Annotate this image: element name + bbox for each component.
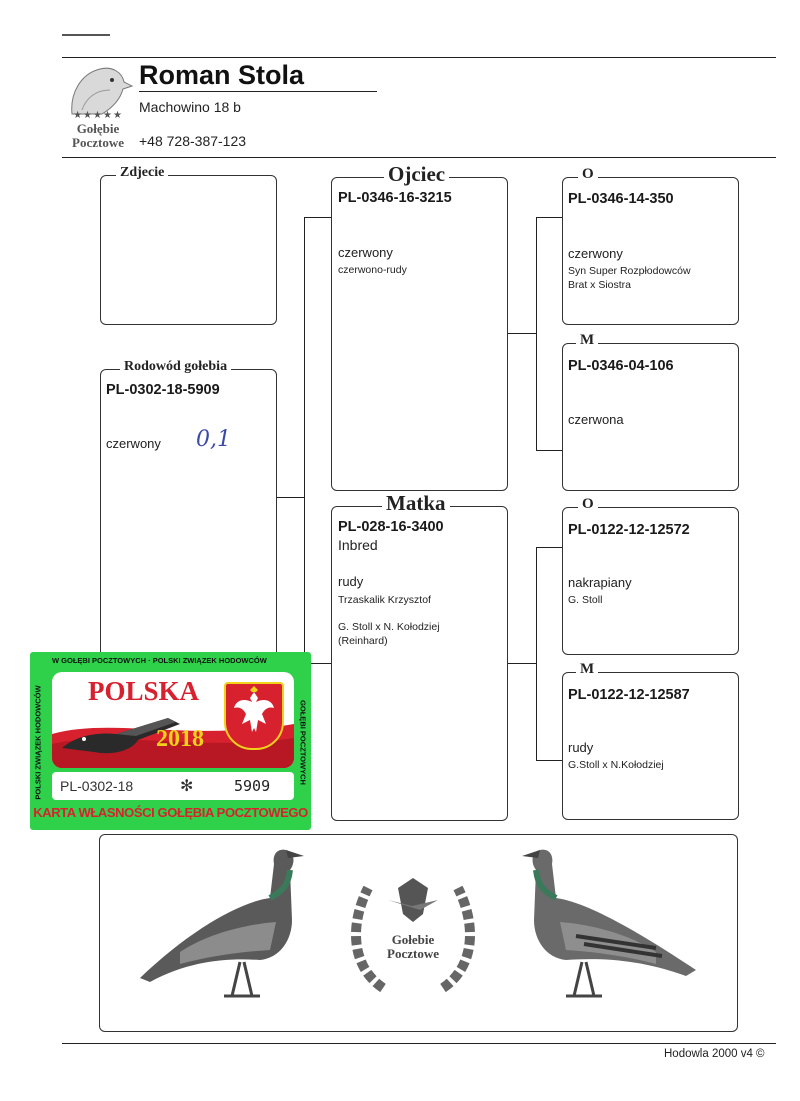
connector	[304, 217, 331, 218]
pigeon-ring: PL-0302-18-5909	[106, 382, 220, 398]
ff-ring: PL-0346-14-350	[568, 191, 674, 207]
breeder-name-underline	[139, 91, 377, 92]
white-eagle-icon	[226, 684, 282, 744]
logo-line-1: Gołębie	[76, 121, 120, 136]
mother-ring: PL-028-16-3400	[338, 519, 444, 535]
card-ring-prefix: PL-0302-18	[60, 778, 134, 794]
pigeon-box-legend: Rodowód gołebia	[120, 359, 231, 375]
bottom-logo-line-2: Pocztowe	[387, 946, 439, 961]
photo-box-legend: Zdjecie	[116, 165, 168, 181]
card-arc-text: W GOŁĘBI POCZTOWYCH · POLSKI ZWIĄZEK HODOWCÓW	[52, 656, 267, 665]
connector	[304, 217, 305, 663]
pigeon-color: czerwony	[106, 436, 161, 451]
scan-mark	[62, 34, 110, 36]
ff-box-legend: O	[578, 166, 598, 183]
connector	[507, 333, 536, 334]
ownership-card	[30, 652, 311, 830]
father-box	[331, 177, 508, 491]
header-top-rule	[62, 57, 776, 58]
card-year: 2018	[156, 726, 204, 752]
photo-box	[100, 175, 277, 325]
father-box-legend: Ojciec	[384, 162, 449, 187]
ff-line-2: Brat x Siostra	[568, 279, 632, 291]
card-right-side-text: GOŁĘBI POCZTOWYCH	[298, 700, 308, 785]
mm-box-legend: M	[576, 661, 598, 678]
mother-box	[331, 506, 508, 821]
header-logo	[62, 60, 134, 152]
card-left-side-text: POLSKI ZWIĄZEK HODOWCÓW	[33, 685, 43, 800]
logo-stars: ★★★★★	[73, 110, 123, 121]
mm-ring: PL-0122-12-12587	[568, 687, 690, 703]
mother-lineage-2: (Reinhard)	[338, 635, 388, 647]
fm-box-legend: M	[576, 332, 598, 349]
right-pigeon-icon	[506, 840, 706, 1010]
connector	[536, 547, 537, 760]
father-color-detail: czerwono-rudy	[338, 264, 407, 276]
mother-color: rudy	[338, 574, 364, 589]
connector	[276, 497, 304, 498]
connector	[507, 663, 536, 664]
mf-box-legend: O	[578, 496, 598, 513]
father-ring: PL-0346-16-3215	[338, 190, 452, 206]
mm-color: rudy	[568, 740, 594, 755]
ff-line-1: Syn Super Rozpłodowców	[568, 265, 691, 277]
mother-lineage-1: G. Stoll x N. Kołodziej	[338, 621, 440, 633]
mf-line-1: G. Stoll	[568, 594, 603, 606]
mf-ring: PL-0122-12-12572	[568, 522, 690, 538]
card-flag-panel	[52, 672, 294, 768]
connector	[536, 217, 562, 218]
card-asterisk: ✻	[180, 778, 194, 795]
mm-line-1: G.Stoll x N.Kołodziej	[568, 759, 664, 771]
emblem-shield	[224, 682, 284, 750]
laurel-wreath-icon	[328, 848, 498, 1008]
connector	[536, 760, 562, 761]
breeder-address: Machowino 18 b	[139, 99, 241, 115]
bottom-logo-line-1: Gołebie	[391, 932, 435, 947]
footer-rule	[62, 1043, 776, 1044]
fm-ring: PL-0346-04-106	[568, 358, 674, 374]
header-bottom-rule	[62, 157, 776, 158]
card-country: POLSKA	[88, 676, 200, 706]
connector	[536, 547, 562, 548]
bottom-center-logo	[328, 848, 498, 1008]
logo-line-2: Pocztowe	[72, 135, 124, 150]
card-ring-number: 5909	[234, 777, 271, 795]
handwritten-sex: 0,1	[196, 427, 231, 452]
mother-breeder: Trzaskalik Krzysztof	[338, 594, 431, 606]
father-color: czerwony	[338, 245, 393, 260]
mother-box-legend: Matka	[382, 491, 450, 516]
left-pigeon-icon	[120, 840, 320, 1010]
footer-software: Hodowla 2000 v4 ©	[664, 1048, 765, 1060]
pigeon-box	[100, 369, 277, 659]
connector	[536, 450, 562, 451]
breeder-name: Roman Stola	[139, 60, 305, 90]
connector	[536, 217, 537, 450]
card-footer-text: KARTA WŁASNOŚCI GOŁĘBIA POCZTOWEGO	[33, 805, 308, 820]
mf-color: nakrapiany	[568, 575, 632, 590]
breeder-phone: +48 728-387-123	[139, 133, 247, 149]
fm-color: czerwona	[568, 412, 624, 427]
mother-note: Inbred	[338, 537, 378, 553]
ff-color: czerwony	[568, 246, 623, 261]
